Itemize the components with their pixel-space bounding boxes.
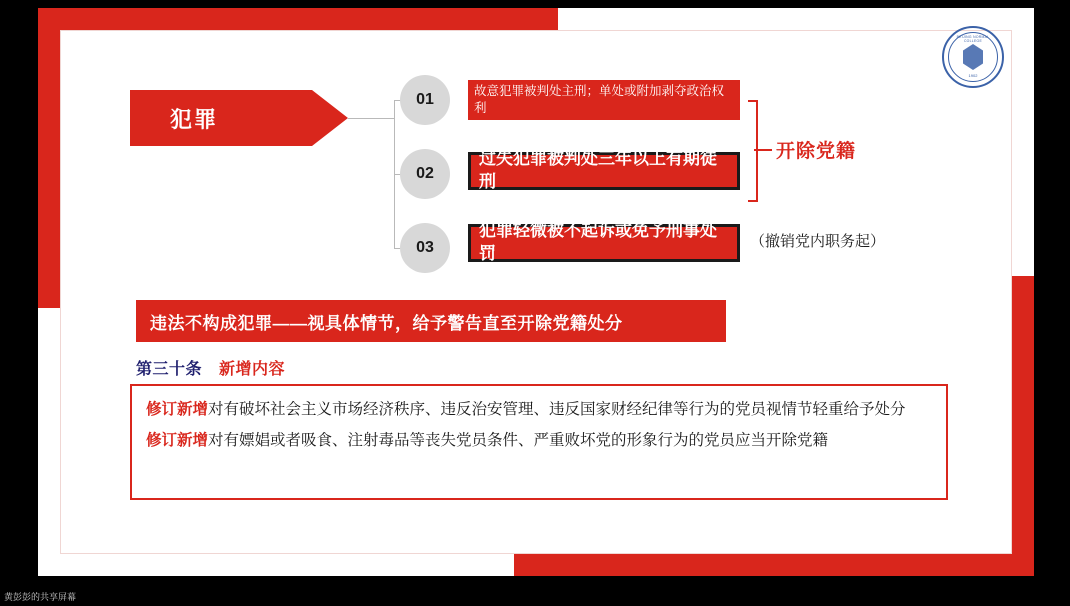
grouping-brace [748,100,758,202]
item-text-03: 犯罪轻微被不起诉或免予刑事处罚 [468,224,740,262]
expel-party-label: 开除党籍 [776,141,857,162]
article-number: 第三十条 [136,361,203,378]
screen-share-label: 黄彭彭的共享屏幕 [4,592,77,602]
item-number-03: 03 [400,223,450,273]
crime-banner-arrow [312,90,348,146]
article-heading [136,356,285,379]
crime-banner-label: 犯罪 [170,106,219,132]
content-text-2: 对有嫖娼或者吸食、注射毒品等丧失党员条件、严重败坏党的形象行为的党员应当开除党籍 [208,432,829,450]
university-seal-icon [942,26,1004,88]
content-line-2 [146,427,932,454]
crime-banner [130,90,312,146]
content-text-1: 对有破坏社会主义市场经济秩序、违反治安管理、违反国家财经纪律等行为的党员视情节轻重给予处分 [208,401,906,418]
item-text-01: 故意犯罪被判处主刑；单处或附加剥夺政治权利 [468,80,740,120]
presentation-slide [38,8,1034,576]
content-tag-1: 修订新增 [146,401,209,418]
content-box [130,384,948,500]
seal-top-text: BEIJING NORMAL COLLEGE [956,35,990,43]
bottom-bar [0,584,1070,606]
item-03-note: （撤销党内职务起） [750,233,886,250]
article-new-label: 新增内容 [218,361,285,378]
item-number-02: 02 [400,149,450,199]
content-tag-2: 修订新增 [146,432,209,450]
connector-trunk-in [348,118,394,119]
violation-bar: 违法不构成犯罪——视具体情节，给予警告直至开除党籍处分 [136,300,726,342]
item-number-01: 01 [400,75,450,125]
seal-year-text: 1902 [968,73,978,78]
item-text-02: 过失犯罪被判处三年以上有期徒刑 [468,152,740,190]
content-line-1 [146,396,932,423]
grouping-brace-tick [754,149,772,151]
